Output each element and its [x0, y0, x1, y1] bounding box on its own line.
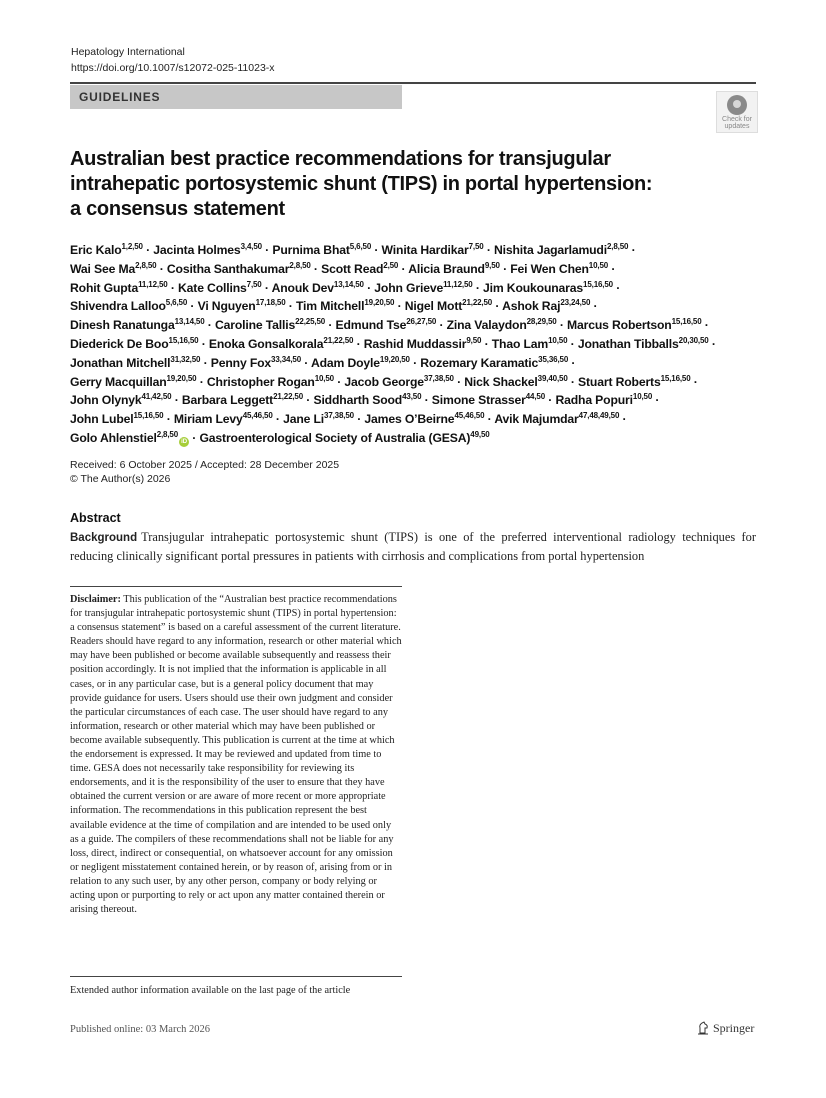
author-affiliations: 2,8,50 [289, 260, 311, 270]
author[interactable] [578, 337, 709, 351]
section-banner [70, 85, 402, 109]
author-affiliations: 26,27,50 [406, 317, 437, 327]
author-separator: · [367, 280, 372, 295]
author-separator: · [306, 393, 311, 408]
author-affiliations: 2,8,50 [135, 260, 157, 270]
author-separator: · [356, 336, 361, 351]
author-affiliations: 9,50 [466, 335, 482, 345]
author-affiliations: 10,50 [548, 335, 568, 345]
author-affiliations: 39,40,50 [537, 373, 568, 383]
author-name: Winita Hardikar [381, 243, 469, 257]
author-separator: · [201, 336, 206, 351]
author-name: Caroline Tallis [214, 318, 296, 333]
author-separator: · [704, 318, 709, 333]
author-name: Barbara Leggett [181, 393, 274, 408]
publisher-logo [697, 1021, 754, 1036]
doi-link[interactable]: https://doi.org/10.1007/s12072-025-11023-x [71, 62, 275, 74]
author-affiliations: 7,50 [246, 279, 262, 289]
author-name: Jonathan Tibballs [577, 336, 679, 351]
check-for-updates-badge[interactable] [716, 91, 758, 133]
author-name: John Olynyk [70, 393, 142, 408]
author-name: Siddharth Sood [313, 393, 403, 408]
journal-name: Hepatology International [71, 46, 185, 58]
author[interactable] [70, 318, 205, 332]
author-name: Golo Ahlenstiel [70, 430, 157, 445]
received-accepted: Received: 6 October 2025 / Accepted: 28 December 2025 [70, 459, 340, 471]
footnote-rule [70, 976, 402, 977]
author[interactable] [492, 337, 568, 351]
author-name: Stuart Roberts [578, 374, 661, 389]
section-label: GUIDELINES [79, 90, 161, 104]
author-name: James O’Beirne [364, 412, 455, 427]
author[interactable] [215, 318, 325, 332]
author-name: John Lubel [70, 412, 134, 427]
author[interactable] [578, 375, 691, 389]
author[interactable] [313, 393, 421, 407]
author-separator: · [570, 336, 575, 351]
author-affiliations: 45,46,50 [242, 411, 273, 421]
author-name: Anouk Dev [271, 280, 334, 295]
author[interactable] [420, 356, 568, 370]
extended-author-info: Extended author information available on the last page of the article [70, 985, 351, 996]
author-affiliations: 15,16,50 [168, 335, 199, 345]
author-name: Dinesh Ranatunga [70, 318, 175, 333]
author-separator: · [611, 261, 616, 276]
author-name: Scott Read [321, 261, 384, 276]
author-affiliations: 7,50 [468, 242, 484, 251]
author[interactable] [502, 299, 590, 313]
abstract-background-label: Background [70, 532, 138, 544]
author-affiliations: 19,20,50 [166, 373, 197, 383]
author-separator: · [146, 243, 150, 257]
author-separator: · [170, 280, 175, 295]
author-separator: · [265, 243, 270, 257]
author-separator: · [207, 318, 212, 333]
author-separator: · [328, 318, 333, 333]
title-line: intrahepatic portosystemic shunt (TIPS) in portal hypertension: [70, 173, 653, 195]
author-affiliations: 19,20,50 [379, 354, 410, 364]
author-name: Rohit Gupta [70, 280, 139, 295]
author[interactable] [364, 412, 484, 426]
author-affiliations: 49,50 [470, 429, 490, 439]
author-name: Nishita Jagarlamudi [494, 243, 607, 257]
author-separator: · [304, 355, 309, 370]
author-affiliations: 41,42,50 [141, 392, 172, 402]
author[interactable] [555, 393, 652, 407]
author-affiliations: 20,30,50 [678, 335, 709, 345]
author-name: Tim Mitchell [295, 299, 365, 314]
journal-header [71, 44, 275, 76]
header-rule [70, 82, 756, 84]
author-name: Christopher Rogan [206, 374, 315, 389]
author-affiliations: 15,16,50 [133, 411, 164, 421]
author-separator: · [275, 412, 280, 427]
author-affiliations: 28,29,50 [526, 317, 557, 327]
author[interactable] [510, 262, 608, 276]
author-affiliations: 11,12,50 [138, 279, 168, 289]
author[interactable] [70, 431, 189, 445]
author-name: Enoka Gonsalkorala [208, 336, 324, 351]
author-separator: · [616, 280, 621, 295]
author-separator: · [313, 261, 318, 276]
author[interactable] [405, 299, 492, 313]
author-affiliations: 37,38,50 [423, 373, 454, 383]
author-separator: · [486, 243, 491, 257]
author[interactable] [296, 299, 394, 313]
author[interactable] [174, 412, 273, 426]
author-name: Penny Fox [210, 355, 272, 370]
author-separator: · [413, 355, 418, 370]
author-separator: · [374, 243, 379, 257]
author[interactable] [494, 412, 619, 426]
author[interactable] [198, 299, 286, 313]
author-affiliations: 10,50 [588, 260, 609, 270]
author-separator: · [159, 261, 164, 276]
author[interactable] [153, 243, 262, 257]
author-separator: · [570, 374, 575, 389]
author-name: Vi Nguyen [197, 299, 256, 314]
author-list [70, 241, 770, 448]
title-line: a consensus statement [70, 198, 285, 220]
author-separator: · [484, 336, 489, 351]
author[interactable] [382, 243, 484, 257]
published-online: Published online: 03 March 2026 [70, 1024, 210, 1035]
author-affiliations: 21,22,50 [462, 298, 493, 308]
author[interactable] [199, 431, 489, 445]
author-name: Rozemary Karamatic [420, 355, 539, 370]
author-affiliations: 2,8,50 [156, 429, 179, 439]
author-affiliations: 3,4,50 [240, 242, 262, 251]
author-name: Gerry Macquillan [70, 374, 167, 389]
check-updates-line-2: updates [724, 123, 750, 130]
author-separator: · [711, 336, 716, 351]
author-separator: · [503, 261, 507, 276]
author-affiliations: 11,12,50 [443, 279, 473, 289]
author[interactable] [70, 393, 171, 407]
title-line: Australian best practice recommendations for transjugular [70, 148, 611, 170]
author-separator: · [475, 280, 480, 295]
author[interactable] [272, 243, 371, 257]
author-name: Gastroenterological Society of Australia (GESA) [199, 430, 471, 445]
author-name: Edmund Tse [335, 318, 407, 333]
author[interactable] [167, 262, 311, 276]
author-name: Nick Shackel [464, 374, 538, 389]
author-affiliations: 13,14,50 [333, 279, 364, 289]
copyright: © The Author(s) 2026 [70, 473, 171, 485]
author-separator: · [397, 299, 402, 314]
author-separator: · [631, 243, 636, 257]
article-dates [70, 458, 339, 486]
author-name: Jim Koukounaras [483, 280, 584, 295]
author-affiliations: 15,16,50 [583, 279, 613, 289]
author[interactable] [321, 262, 398, 276]
author[interactable] [70, 281, 168, 295]
author[interactable] [311, 356, 410, 370]
author-separator: · [190, 299, 195, 314]
author-separator: · [439, 318, 444, 333]
author-affiliations: 35,36,50 [538, 354, 569, 364]
author[interactable] [464, 375, 567, 389]
author-affiliations: 45,46,50 [454, 411, 485, 421]
author-affiliations: 2,50 [383, 260, 399, 270]
author-affiliations: 47,48,49,50 [578, 411, 620, 421]
author[interactable] [283, 412, 354, 426]
author-name: Adam Doyle [310, 355, 380, 370]
author[interactable] [344, 375, 453, 389]
author-name: Miriam Levy [173, 412, 243, 427]
author-name: Zina Valaydon [446, 318, 527, 333]
author[interactable] [567, 318, 702, 332]
author-name: Eric Kalo [70, 243, 122, 257]
author-separator: · [622, 412, 627, 427]
author[interactable] [207, 375, 334, 389]
author-affiliations: 10,50 [314, 373, 334, 383]
author-name: Ashok Raj [502, 299, 561, 314]
author-separator: · [571, 355, 576, 370]
author-separator: · [487, 412, 492, 427]
orcid-icon[interactable]: iD [179, 437, 189, 447]
author-separator: · [457, 374, 462, 389]
author-affiliations: 9,50 [484, 260, 500, 270]
author-name: Radha Popuri [555, 393, 633, 408]
author-separator: · [593, 299, 598, 314]
author-affiliations: 22,25,50 [295, 317, 326, 327]
author-separator: · [401, 261, 406, 276]
author-name: Thao Lam [491, 336, 549, 351]
author[interactable] [70, 412, 163, 426]
author-name: Fei Wen Chen [510, 261, 589, 276]
author[interactable] [336, 318, 437, 332]
author[interactable] [374, 281, 472, 295]
author-name: Jacob George [344, 374, 424, 389]
author-affiliations: 15,16,50 [660, 373, 691, 383]
author-separator: · [192, 430, 197, 445]
author-affiliations: 21,22,50 [273, 392, 304, 402]
author[interactable] [209, 337, 353, 351]
author[interactable] [432, 393, 545, 407]
author-separator: · [288, 299, 293, 314]
author-affiliations: 10,50 [632, 392, 653, 402]
author-separator: · [264, 280, 269, 295]
author[interactable] [70, 243, 143, 257]
author-affiliations: 17,18,50 [255, 298, 286, 308]
author-name: Simone Strasser [431, 393, 526, 408]
author-affiliations: 19,20,50 [364, 298, 395, 308]
author[interactable] [483, 281, 613, 295]
abstract-background [70, 529, 756, 565]
author[interactable] [70, 375, 196, 389]
author-affiliations: 23,24,50 [560, 298, 591, 308]
disclaimer-text: This publication of the “Australian best practice recommendations for transjugular intrahepatic portosystemic shunt (TIPS) in portal hypertension: a consensus statement” is based on a careful assessment of the current literature. Readers should have regard to any information, research or other material which may have been published or become available subsequently and reassess their position accordingly. It is not implied that the information is applicable in all cases, or in any particular case, but is a general policy document that may provide guidance for users. Users should use their own judgment and consider the particular circumstances of each case. The user should have regard to any information, research or other material which may have been published or become available subsequently. This publication is current at the time at which the endorsement is expressed. It may be reviewed and updated from time to time. GESA does not necessarily take responsibility for reviewing its endorsements, and it is the responsibility of the user to ensure that they have obtained the current version or are aware of more recent or more appropriate information. The recommendations in this publication represent the best available evidence at the time of compilation and are intended to be used only as a guide. The compilers of these recommendations shall not be liable for any loss, direct, indirect or consequential, on whatsoever account for any omission or negligent misstatement contained herein, or by reason of, arising from or in relation to any such user, by any other person, company or body relying or acting upon or purporting to rely or act upon any matter contained therein or arising thereout. [70, 594, 402, 916]
author-affiliations: 31,32,50 [170, 354, 201, 364]
check-updates-line-1: Check for [722, 116, 752, 123]
author-name: Cositha Santhakumar [166, 261, 290, 276]
author[interactable] [494, 243, 628, 257]
author-separator: · [424, 393, 429, 408]
author-affiliations: 2,8,50 [606, 242, 629, 251]
author-separator: · [559, 318, 564, 333]
disclaimer-footnote [70, 593, 402, 917]
author-affiliations: 5,6,50 [165, 298, 188, 308]
footnote-rule [70, 586, 402, 587]
author-separator: · [357, 412, 362, 427]
author-name: Kate Collins [178, 280, 247, 295]
author[interactable] [70, 299, 187, 313]
author-separator: · [495, 299, 500, 314]
springer-horse-icon [697, 1021, 710, 1035]
author-name: Alicia Braund [408, 261, 485, 276]
author-name: Jonathan Mitchell [70, 355, 171, 370]
author-affiliations: 37,38,50 [324, 411, 354, 421]
author-affiliations: 43,50 [402, 392, 422, 402]
disclaimer-label: Disclaimer: [70, 594, 121, 605]
author-affiliations: 13,14,50 [174, 317, 205, 327]
author-name: Purnima Bhat [272, 243, 350, 257]
author[interactable] [70, 337, 198, 351]
author-separator: · [166, 412, 171, 427]
author-separator: · [174, 393, 179, 408]
author-affiliations: 33,34,50 [271, 354, 301, 364]
author-name: Avik Majumdar [494, 412, 579, 427]
author-affiliations: 21,22,50 [323, 335, 354, 345]
author-affiliations: 1,2,50 [121, 242, 143, 251]
author[interactable] [182, 393, 303, 407]
author-name: Rashid Muddassir [363, 336, 467, 351]
author-separator: · [199, 374, 204, 389]
author[interactable] [178, 281, 262, 295]
author-name: Nigel Mott [404, 299, 463, 314]
author-name: Wai See Ma [70, 261, 136, 276]
article-title [70, 147, 690, 222]
author-affiliations: 5,6,50 [349, 242, 372, 251]
check-updates-icon [727, 95, 747, 115]
author[interactable] [70, 262, 156, 276]
author-separator: · [548, 393, 553, 408]
author-separator: · [693, 374, 698, 389]
author-name: John Grieve [374, 280, 444, 295]
author[interactable] [272, 281, 364, 295]
author-name: Jane Li [283, 412, 325, 427]
author[interactable] [70, 356, 200, 370]
author-separator: · [203, 355, 208, 370]
author-separator: · [655, 393, 660, 408]
author-name: Marcus Robertson [566, 318, 672, 333]
abstract-background-text: Transjugular intrahepatic portosystemic shunt (TIPS) is one of the preferred interventional radiology techniques for reducing clinically significant portal pressures in patients with cirrhosis and complications from portal hypertension [70, 530, 756, 563]
author[interactable] [364, 337, 482, 351]
author-affiliations: 44,50 [525, 392, 546, 402]
author-name: Shivendra Lalloo [70, 299, 166, 314]
author-name: Jacinta Holmes [153, 243, 241, 257]
publisher-name: Springer [713, 1021, 755, 1035]
author[interactable] [447, 318, 557, 332]
author-name: Diederick De Boo [70, 336, 169, 351]
author-affiliations: 15,16,50 [671, 317, 702, 327]
abstract-heading: Abstract [70, 511, 121, 525]
author-separator: · [337, 374, 342, 389]
author[interactable] [211, 356, 301, 370]
author[interactable] [408, 262, 500, 276]
